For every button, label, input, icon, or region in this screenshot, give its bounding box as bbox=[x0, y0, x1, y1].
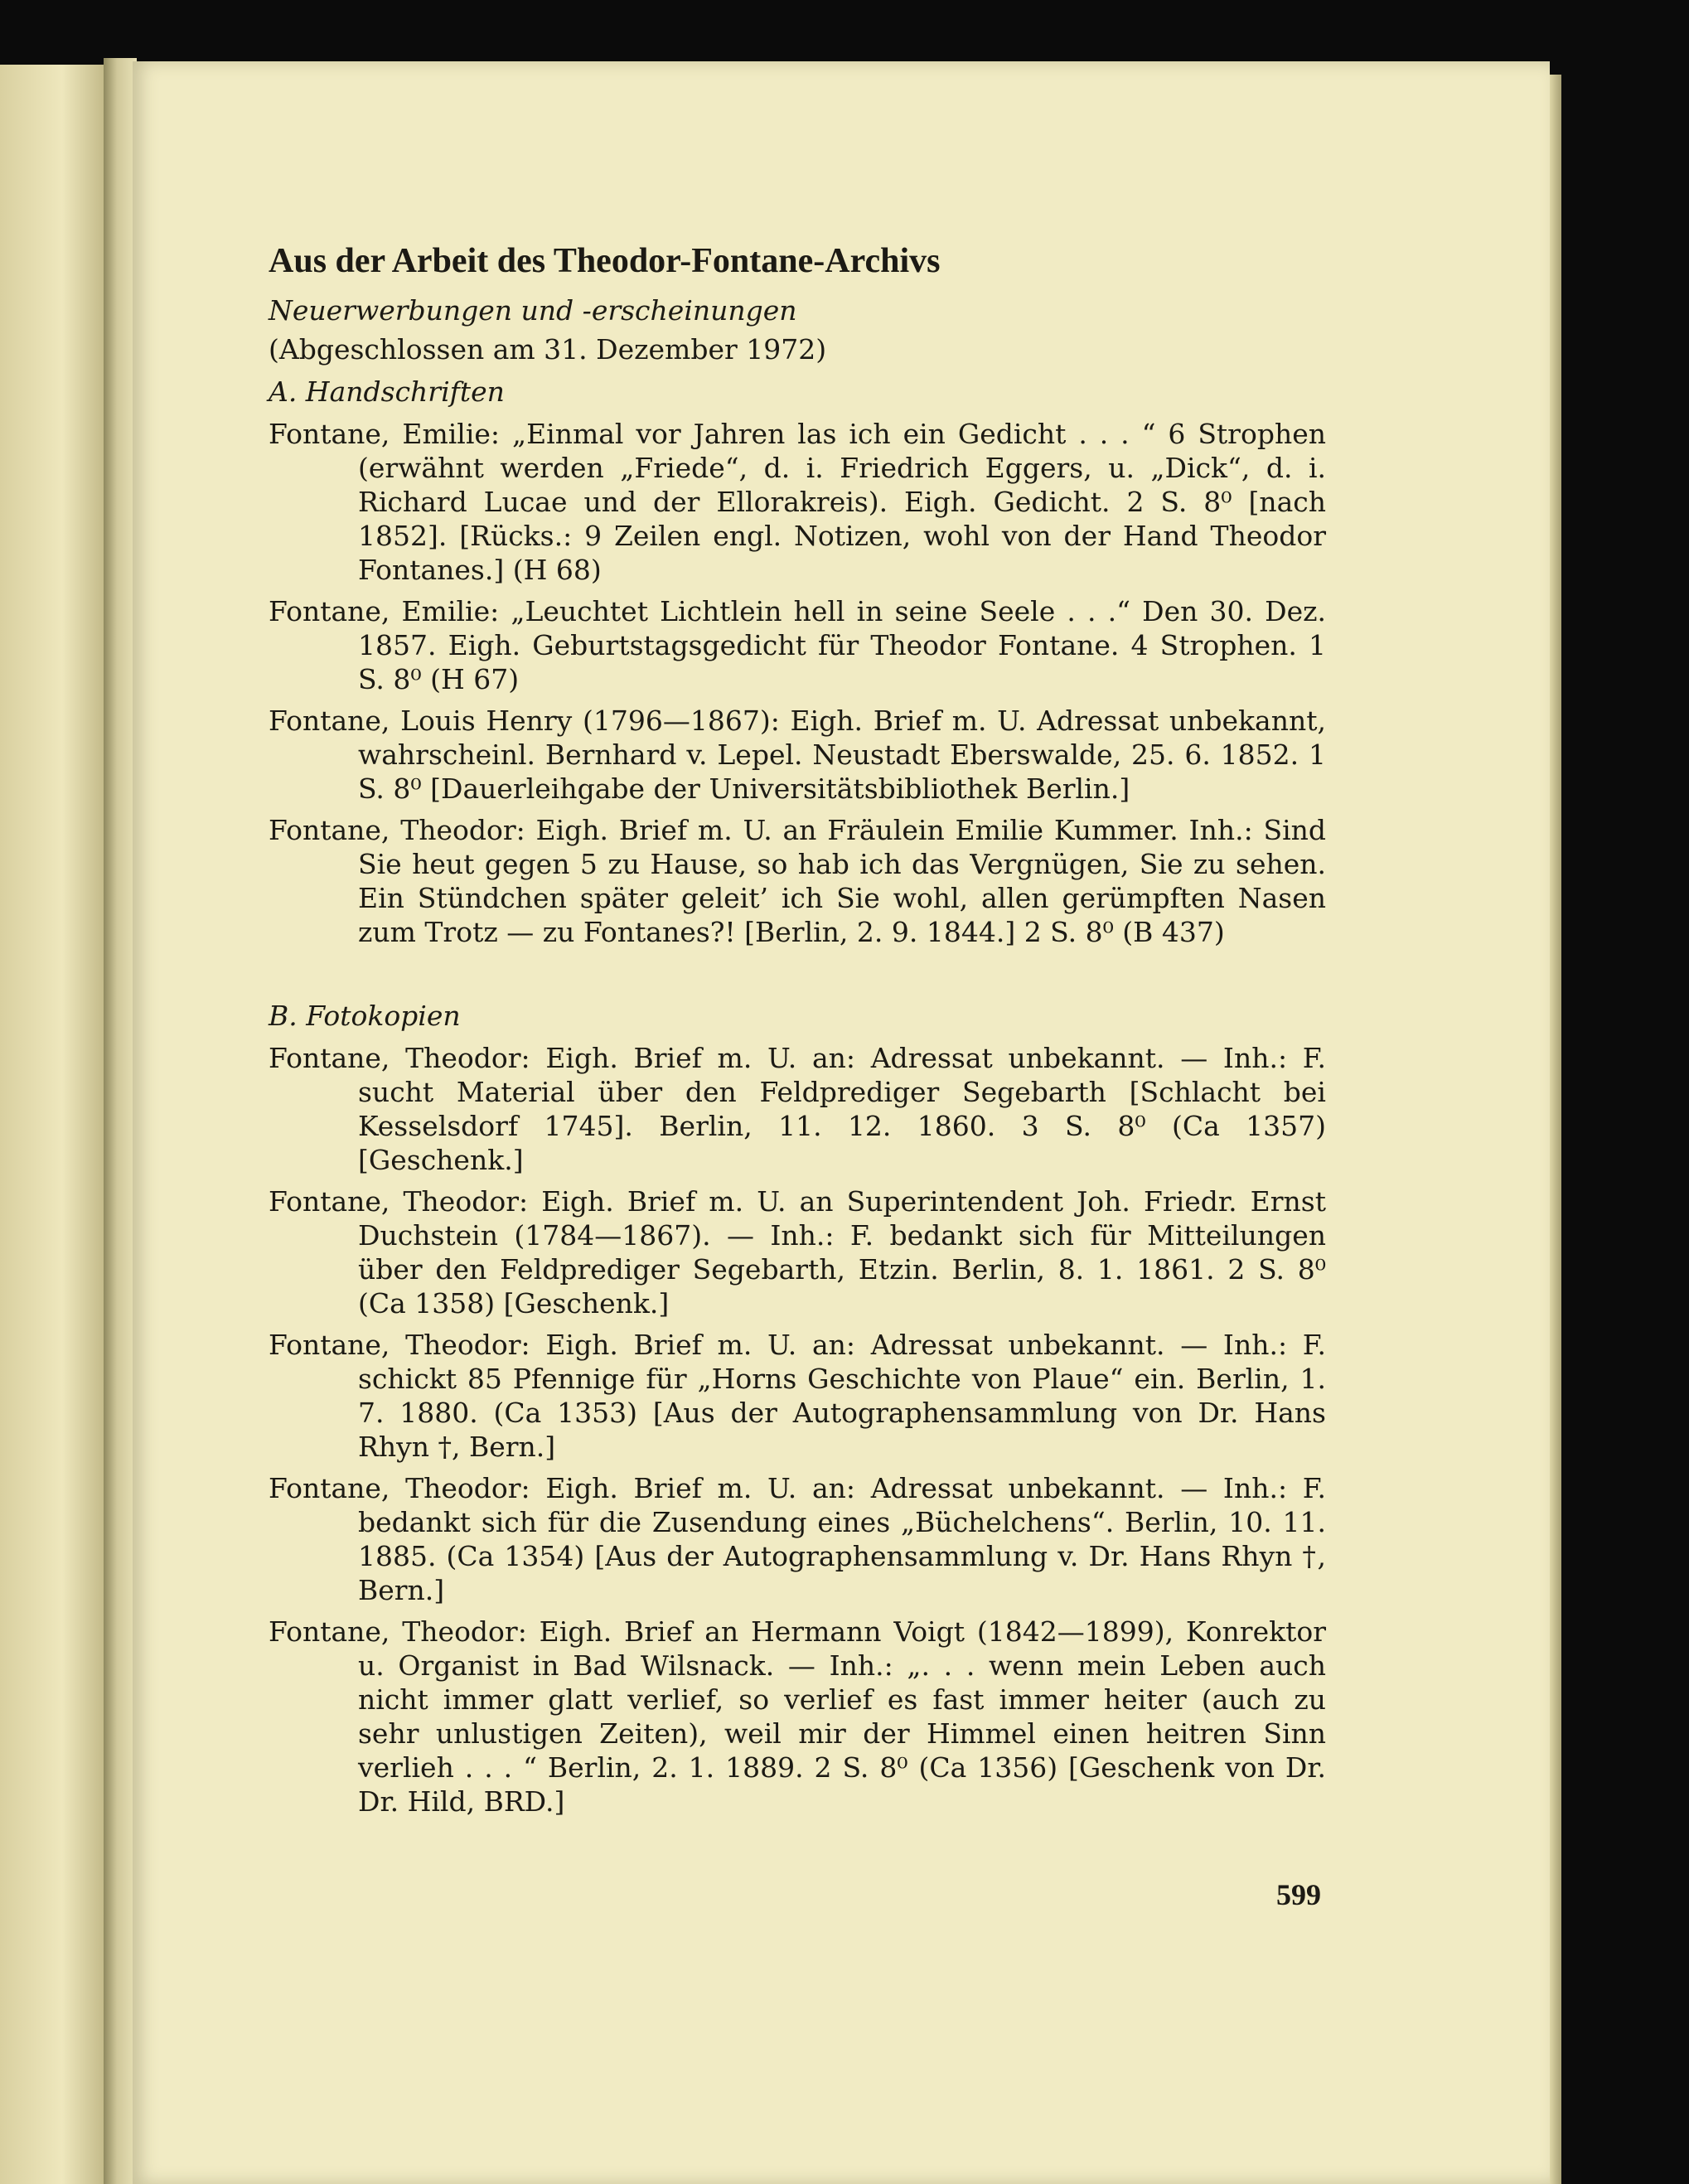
entry-a3: Fontane, Louis Henry (1796—1867): Eigh. Brief m. U. Adressat unbekannt, wahrscheinl. Bernhard v. Lepel. Neustadt Eberswalde, 25. 6. 1852. 1 S. 8⁰ [Dauerleihgabe der Universitätsbibliothek Berlin.] bbox=[269, 705, 1326, 805]
entry-a2: Fontane, Emilie: „Leuchtet Lichtlein hell in seine Seele . . .“ Den 30. Dez. 1857. Eigh. Geburtstagsgedicht für Theodor Fontane. 4 Strophen. 1 S. 8⁰ (H 67) bbox=[269, 595, 1326, 695]
page-content bbox=[264, 240, 1326, 1826]
entry-b4: Fontane, Theodor: Eigh. Brief m. U. an: Adressat unbekannt. — Inh.: F. bedankt sich für die Zusendung eines „Büchelchens“. Berlin, 10. 11. 1885. (Ca 1354) [Aus der Autographensammlung v. Dr. Hans Rhyn †, Bern.] bbox=[269, 1472, 1326, 1606]
section-heading-handschriften: A. Handschriften bbox=[269, 375, 505, 408]
entry-b2: Fontane, Theodor: Eigh. Brief m. U. an Superintendent Joh. Friedr. Ernst Duchstein (1784—1867). — Inh.: F. bedankt sich für Mitteilungen über den Feldprediger Segebarth, Etzin. Berlin, 8. 1. 1861. 2 S. 8⁰ (Ca 1358) [Geschenk.] bbox=[269, 1185, 1326, 1320]
entry-b1: Fontane, Theodor: Eigh. Brief m. U. an: Adressat unbekannt. — Inh.: F. sucht Material über den Feldprediger Segebarth [Schlacht bei Kesselsdorf 1745]. Berlin, 11. 12. 1860. 3 S. 8⁰ (Ca 1357) [Geschenk.] bbox=[269, 1042, 1326, 1176]
article-title: Aus der Arbeit des Theodor-Fontane-Archivs bbox=[269, 242, 941, 280]
entry-b5: Fontane, Theodor: Eigh. Brief an Hermann Voigt (1842—1899), Konrektor u. Organist in Bad Wilsnack. — Inh.: „. . . wenn mein Leben auch nicht immer glatt verlief, so verlief es fast immer heiter (auch zu sehr unlustigen Zeiten), weil mir der Himmel einen heitren Sinn verlieh . . . “ Berlin, 2. 1. 1889. 2 S. 8⁰ (Ca 1356) [Geschenk von Dr. Dr. Hild, BRD.] bbox=[269, 1615, 1326, 1818]
left-page-edge bbox=[0, 65, 104, 2184]
page-number: 599 bbox=[1276, 1878, 1321, 1911]
book-gutter bbox=[104, 58, 137, 2184]
entry-a4: Fontane, Theodor: Eigh. Brief m. U. an Fräulein Emilie Kummer. Inh.: Sind Sie heut gegen 5 zu Hause, so hab ich das Vergnügen, Sie zu sehen. Ein Stündchen später geleit’ ich Sie wohl, allen gerümpften Nasen zum Trotz — zu Fontanes?! [Berlin, 2. 9. 1844.] 2 S. 8⁰ (B 437) bbox=[269, 814, 1326, 948]
closing-date-note: (Abgeschlossen am 31. Dezember 1972) bbox=[269, 333, 827, 366]
entry-b3: Fontane, Theodor: Eigh. Brief m. U. an: Adressat unbekannt. — Inh.: F. schickt 85 Pfennige für „Horns Geschichte von Plaue“ ein. Berlin, 1. 7. 1880. (Ca 1353) [Aus der Autographensammlung von Dr. Hans Rhyn †, Bern.] bbox=[269, 1329, 1326, 1463]
page-edge bbox=[1550, 75, 1561, 2184]
entry-a1: Fontane, Emilie: „Einmal vor Jahren las ich ein Gedicht . . . “ 6 Strophen (erwähnt werden „Friede“, d. i. Friedrich Eggers, u. „Dick“, d. i. Richard Lucae und der Ellorakreis). Eigh. Gedicht. 2 S. 8⁰ [nach 1852]. [Rücks.: 9 Zeilen engl. Notizen, wohl von der Hand Theodor Fontanes.] (H 68) bbox=[269, 418, 1326, 586]
section-heading-fotokopien: B. Fotokopien bbox=[269, 1000, 461, 1032]
article-subtitle: Neuerwerbungen und -erscheinungen bbox=[269, 294, 797, 327]
